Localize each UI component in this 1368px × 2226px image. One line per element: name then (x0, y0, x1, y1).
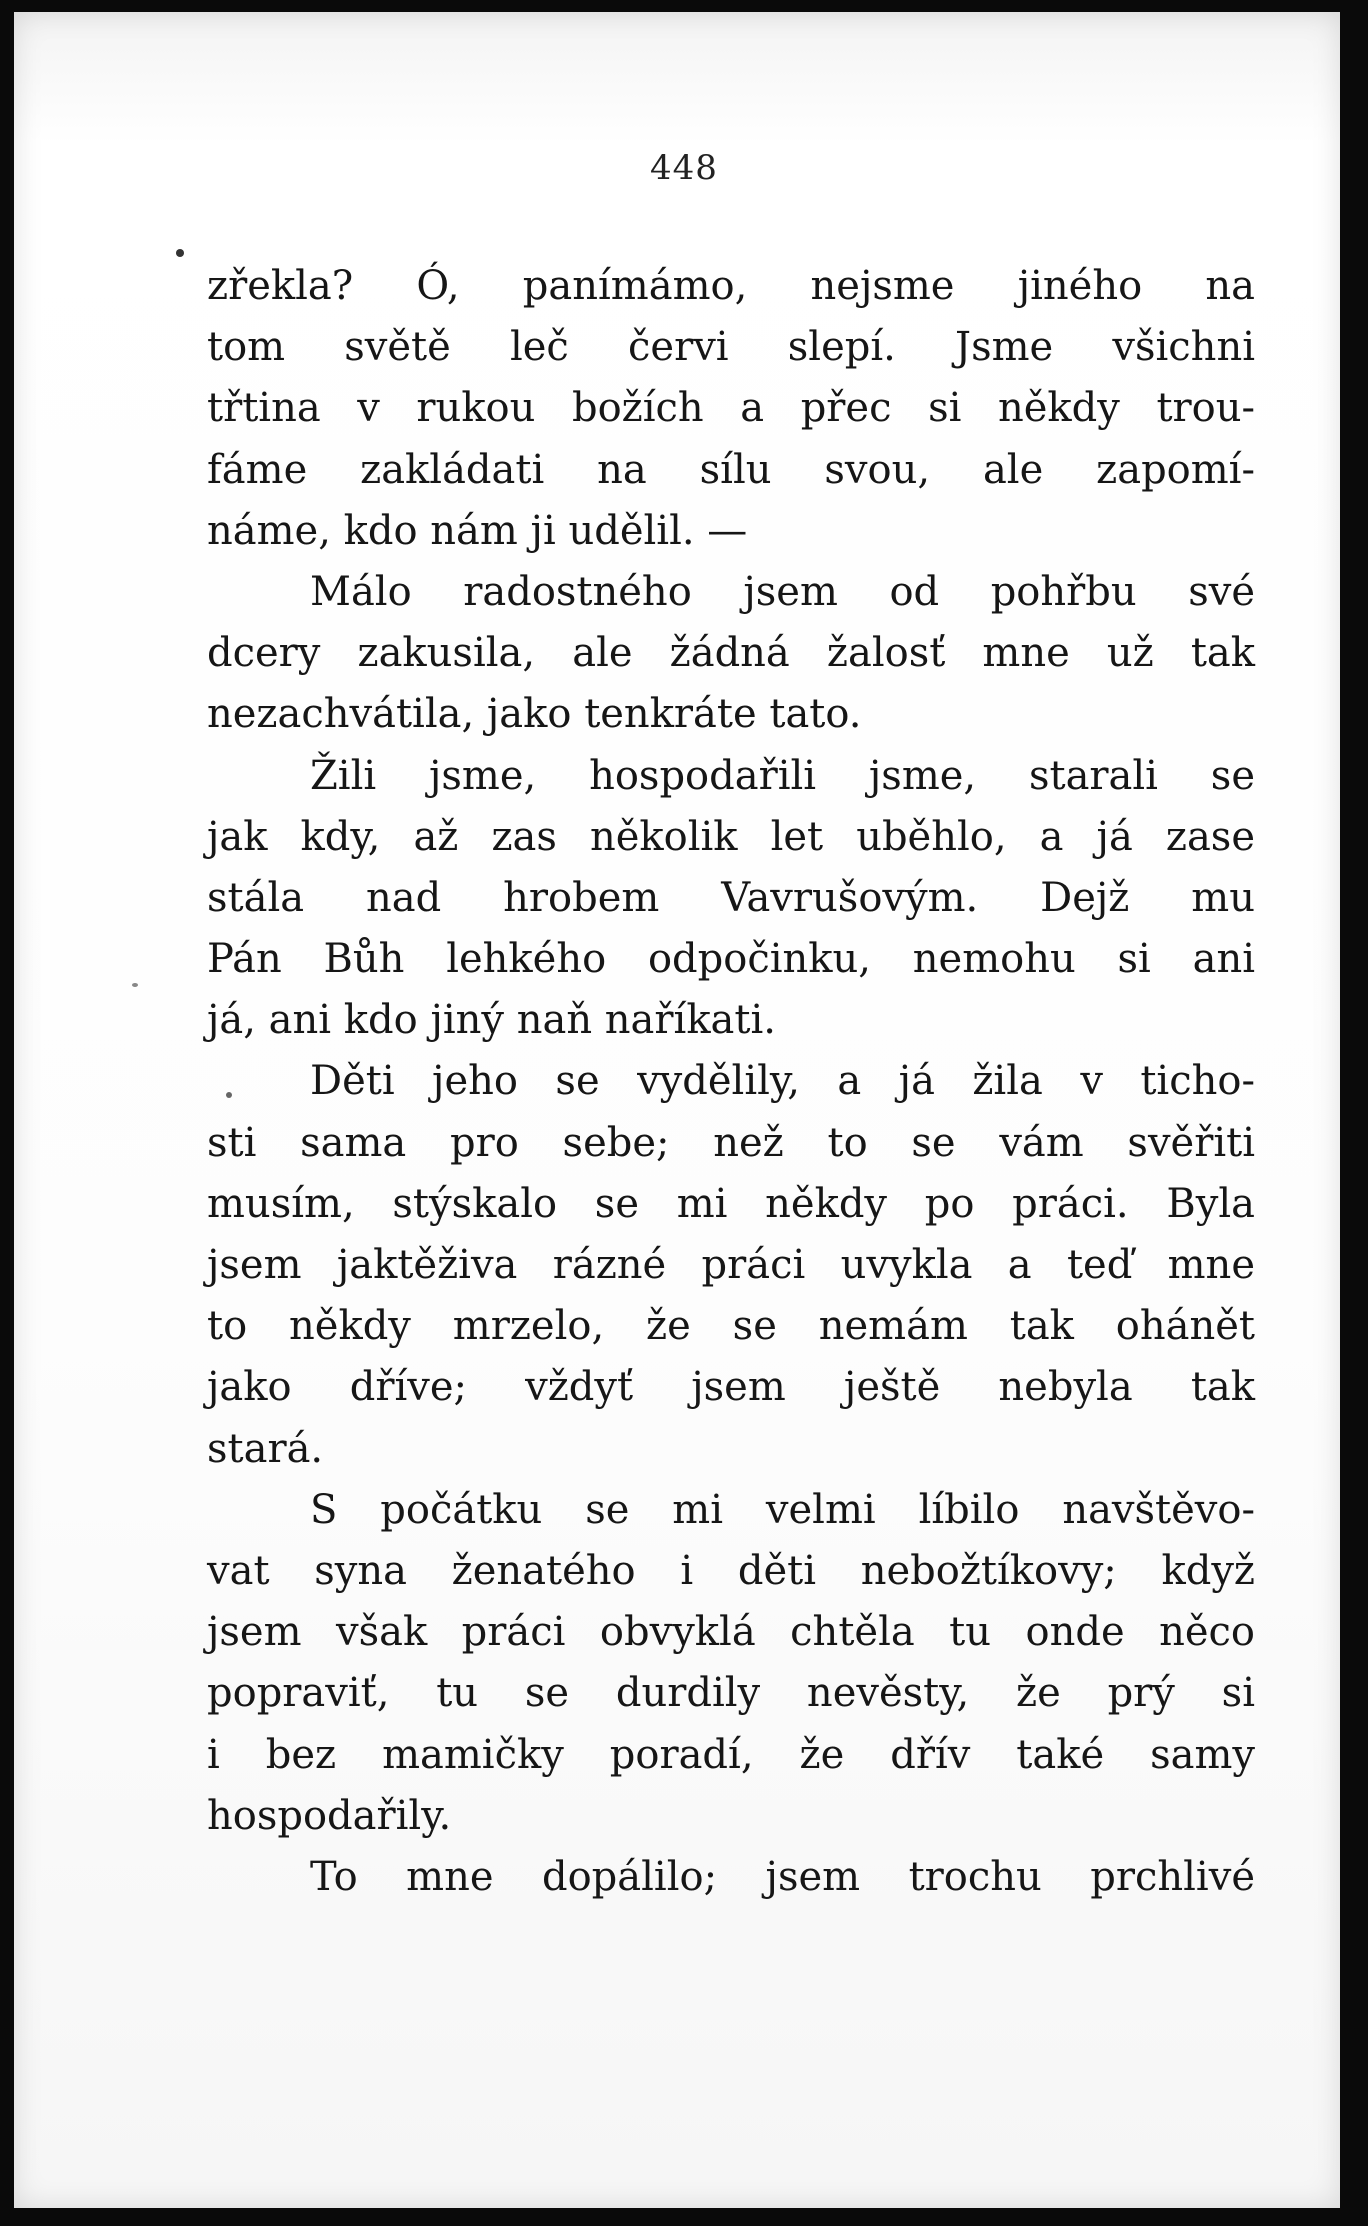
text-line: stará. (207, 1425, 324, 1472)
text-line: vat syna ženatého i děti nebožtíkovy; když (207, 1547, 1255, 1594)
text-line: Děti jeho se vydělily, a já žila v ticho- (310, 1058, 1255, 1105)
text-line: jako dříve; vždyť jsem ještě nebyla tak (207, 1364, 1255, 1411)
text-line: tom světě leč červi slepí. Jsme všichni (207, 324, 1255, 371)
text-line: S počátku se mi velmi líbilo navštěvo- (310, 1486, 1255, 1533)
ink-speck (176, 249, 184, 257)
text-line: to někdy mrzelo, že se nemám tak ohánět (207, 1303, 1255, 1350)
text-line: hospodařily. (207, 1792, 452, 1839)
text-line: popraviť, tu se durdily nevěsty, že prý si (207, 1670, 1255, 1717)
text-line: jsem však práci obvyklá chtěla tu onde něco (207, 1609, 1255, 1656)
text-line: sti sama pro sebe; než to se vám svěřiti (207, 1119, 1255, 1166)
page-number: 448 (650, 148, 718, 188)
ink-speck (132, 983, 138, 987)
text-line: dcery zakusila, ale žádná žalosť mne už tak (207, 630, 1255, 677)
text-line: musím, stýskalo se mi někdy po práci. Byla (207, 1180, 1255, 1227)
text-line: To mne dopálilo; jsem trochu prchlivé (310, 1853, 1255, 1900)
text-line: třtina v rukou božích a přec si někdy trou- (207, 385, 1255, 432)
text-line: zřekla? Ó, panímámo, nejsme jiného na (207, 263, 1255, 309)
text-line: Málo radostného jsem od pohřbu své (310, 568, 1255, 615)
text-line: jsem jaktěživa rázné práci uvykla a teď mne (207, 1242, 1255, 1288)
text-line: náme, kdo nám ji udělil. — (207, 507, 748, 554)
text-line: Žili jsme, hospodařili jsme, starali se (310, 752, 1255, 799)
text-line: i bez mamičky poradí, že dřív také samy (207, 1731, 1255, 1778)
text-line: stála nad hrobem Vavrušovým. Dejž mu (207, 874, 1255, 921)
text-line: Pán Bůh lehkého odpočinku, nemohu si ani (207, 936, 1255, 983)
text-line: fáme zakládati na sílu svou, ale zapomí- (207, 446, 1255, 493)
text-line: nezachvátila, jako tenkráte tato. (207, 691, 862, 738)
text-line: já, ani kdo jiný naň naříkati. (207, 997, 776, 1044)
text-line: jak kdy, až zas několik let uběhlo, a já zase (207, 813, 1255, 860)
body-text (207, 256, 1255, 1908)
